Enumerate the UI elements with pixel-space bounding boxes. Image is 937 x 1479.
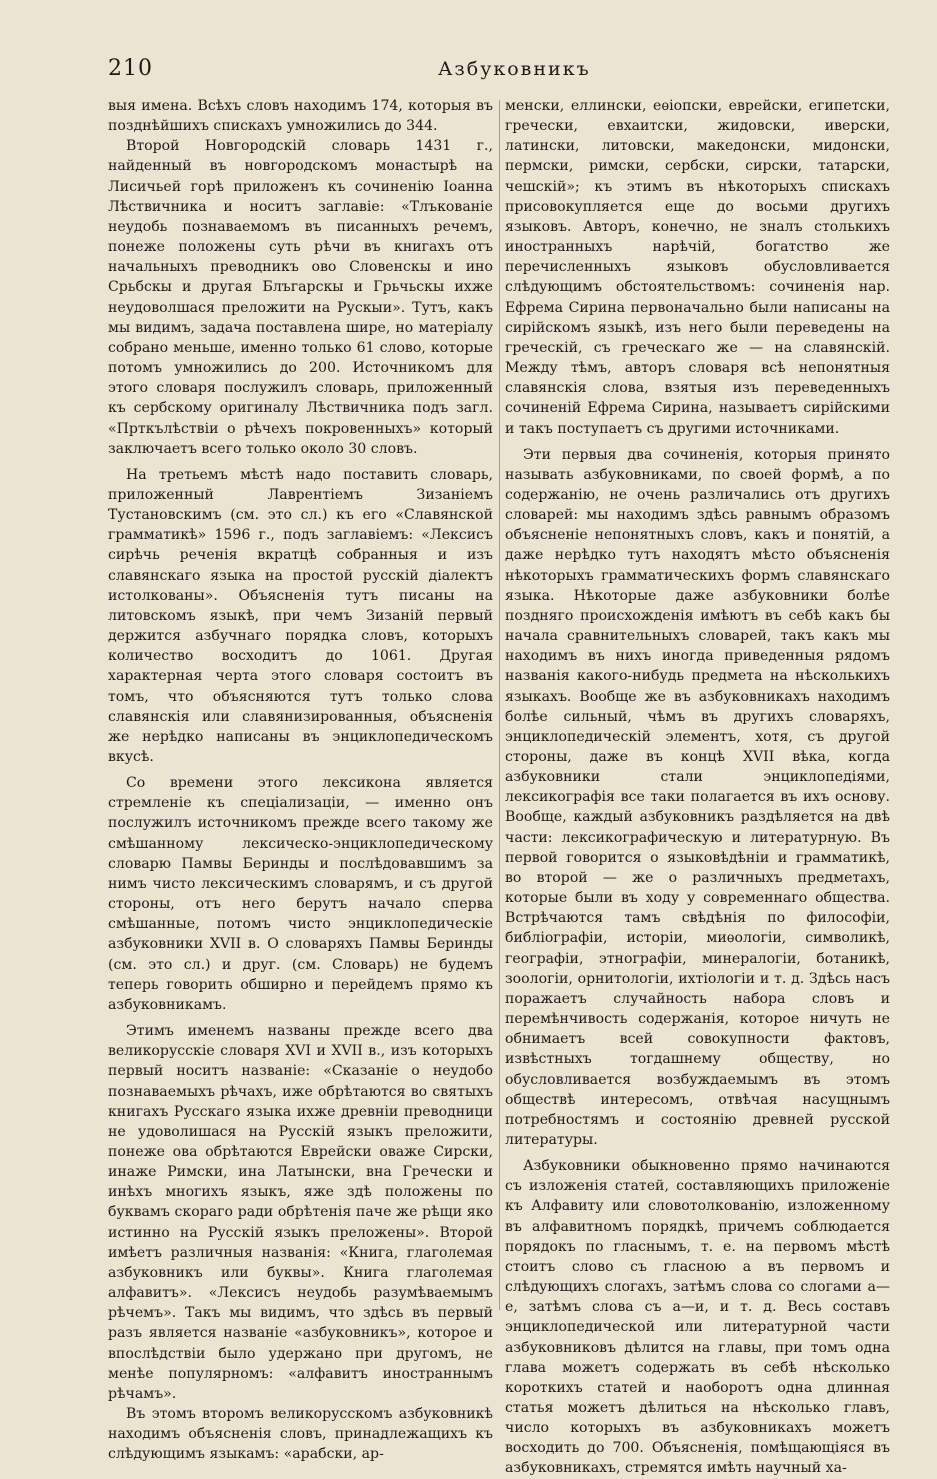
paragraph: Въ этомъ второмъ великорусскомъ азбуковникѣ находимъ объясненія словъ, принадлежащихъ къ слѣдующимъ языкамъ: «арабски, ар- xyxy=(108,1406,493,1463)
page-number: 210 xyxy=(108,56,153,81)
running-head: Азбуковникъ xyxy=(438,58,591,80)
page-header xyxy=(108,56,898,86)
paragraph: На третьемъ мѣстѣ надо поставить словарь, приложенный Лаврентіемъ Зизаніемъ Тустановскимъ (см. это сл.) къ его «Славянской грамматикѣ» 1596 г., подъ заглавіемъ: «Лексисъ сирѣчь реченія вкратцѣ собранныя и изъ славянскаго языка на простой русскій діалектъ истолкованы». Объясненія тутъ писаны на литовскомъ языкѣ, при чемъ Зизаній первый держится азбучнаго порядка словъ, которыхъ количество восходитъ до 1061. Другая характерная черта этого словаря состоитъ въ томъ, что объясняются тутъ только слова славянскія или славянизированныя, объясненія же нерѣдко написаны въ энциклопедическомъ вкусѣ. xyxy=(108,466,493,765)
paragraph: Со времени этого лексикона является стремленіе къ спеціализаціи, — именно онъ послужилъ источникомъ прежде всего такому же смѣшанному лексическо-энциклопедическому словарю Памвы Беринды и послѣдовавшимъ за нимъ чисто лексическимъ словарямъ, и съ другой стороны, отъ него берутъ начало сперва смѣшанные, потомъ чисто энциклопедическіе азбуковники XVII в. О словаряхъ Памвы Беринды (см. это сл.) и друг. (см. Словарь) не будемъ теперь говорить обширно и перейдемъ прямо къ азбуковникамъ. xyxy=(108,775,493,1013)
right-column xyxy=(505,96,890,1479)
paragraph: Эти первыя два сочиненія, которыя принято называть азбуковниками, по своей формѣ, а по содержанію, не очень различались отъ другихъ словарей: мы находимъ здѣсь равнымъ образомъ объясненіе непонятныхъ словъ, какъ и понятій, а даже нерѣдко тутъ находятъ мѣсто объясненія нѣкоторыхъ грамматическихъ формъ славянскаго языка. Нѣкоторые даже азбуковники болѣе поздняго происхожденія имѣютъ въ себѣ какъ бы начала сравнительныхъ словарей, такъ какъ мы находимъ въ нихъ иногда приведенныя рядомъ названія какого-нибудь предмета на нѣсколькихъ языкахъ. Вообще же въ азбуковникахъ находимъ болѣе сильный, чѣмъ въ другихъ словаряхъ, энциклопедическій элементъ, хотя, съ другой стороны, даже въ концѣ XVII вѣка, когда азбуковники стали энциклопедіями, лексикографія все таки полагается въ ихъ основу. Вообще, каждый азбуковникъ раздѣляется на двѣ части: лексикографическую и литературную. Въ первой говорится о языковѣдѣніи и грамматикѣ, во второй — же о различныхъ предметахъ, которые были въ ходу у современнаго общества. Встрѣчаются тамъ свѣдѣнія по философіи, библіографіи, исторіи, миѳологіи, символикѣ, географіи, этнографіи, минералогіи, ботаникѣ, зоологіи, орнитологіи, ихтіологіи и т. д. Здѣсь насъ поражаетъ случайность набора словъ и перемѣнчивость содержанія, которое ничуть не обнимаетъ всей совокупности фактовъ, извѣстныхъ тогдашнему обществу, но обусловливается возбуждаемымъ въ этомъ обществѣ интересомъ, отвѣчая насущнымъ потребностямъ и состоянію древней русской литературы. xyxy=(505,446,890,1148)
paragraph: менски, еллински, еѳіопски, еврейски, египетски, гречески, евхаитски, жидовски, иверски, латински, литовски, македонски, мидонски, пермски, римски, сербски, сирски, татарски, чешскій»; къ этимъ въ нѣкоторыхъ спискахъ присовокупляется еще до восьми другихъ языковъ. Авторъ, конечно, не зналъ столькихъ иностранныхъ нарѣчій, богатство же перечисленныхъ языковъ обусловливается слѣдующимъ обстоятельствомъ: сочиненія нар. Ефрема Сирина первоначально были написаны на сирійскомъ языкѣ, изъ него были переведены на греческій, съ греческаго же — на славянскій. Между тѣмъ, авторъ словаря всѣ непонятныя славянскія слова, взятыя изъ переведенныхъ сочиненій Ефрема Сирина, называетъ сирійскими и такъ поступаетъ съ другими источниками. xyxy=(505,98,890,437)
paragraph: Этимъ именемъ названы прежде всего два великорусскіе словаря XVI и XVII в., изъ которыхъ первый носитъ названіе: «Сказаніе о неудобо познаваемыхъ рѣчахъ, иже обрѣтаются во святыхъ книгахъ Русскаго языка ихже древніи преводници не удоволишася на Русскій языкъ преложити, понеже ова обрѣтаются Еврейски оваже Сирски, инаже Римски, ина Латынски, вна Гречески и инѣхъ многихъ языкъ, яже здѣ положены по буквамъ скораго ради обрѣтенія паче же рѣщи яко истинно на Русскій языкъ преложены». Второй имѣетъ различныя названія: «Книга, глаголемая азбуковникъ или буквы». Книга глаголемая алфавитъ». «Лексисъ неудобь разумѣваемымъ рѣчемъ». Такъ мы видимъ, что здѣсь въ первый разъ является названіе «азбуковникъ», которое и впослѣдствіи было удержано при другомъ, не менѣе популярномъ: «алфавитъ иностраннымъ рѣчамъ». xyxy=(108,1023,493,1402)
paragraph: Азбуковники обыкновенно прямо начинаются съ изложенія статей, составляющихъ приложеніе къ Алфавиту или словотолкованію, изложенному въ алфавитномъ порядкѣ, причемъ соблюдается порядокъ по гласнымъ, т. е. на первомъ мѣстѣ стоитъ слово съ гласною а въ первомъ и слѣдующихъ слогахъ, затѣмъ слова со слогами а—е, затѣмъ слова съ а—и, и т. д. Весь составъ энциклопедической или литературной части азбуковниковъ дѣлится на главы, при томъ одна глава можетъ содержать въ себѣ нѣсколько короткихъ статей и наоборотъ одна длинная статья можетъ дѣлиться на нѣсколько главъ, число которыхъ въ азбуковникахъ можетъ восходить до 700. Объясненія, помѣщающіяся въ азбуковникахъ, стремятся имѣть научный ха- xyxy=(505,1158,890,1477)
paragraph: Второй Новгородскій словарь 1431 г., найденный въ новгородскомъ монастырѣ на Лисичьей горѣ приложенъ къ сочиненію Іоанна Лѣствичника и носитъ заглавіе: «Тлъкованіе неудобь познаваемомъ въ писанныхъ речемъ, понеже положены суть рѣчи въ книгахъ отъ начальныхъ преводникъ ово Словенскы и ино Срьбскы и другая Блъгарскы и Грьчьскы ихже неудоволшася преложити на Рускыи». Тутъ, какъ мы видимъ, задача поставлена шире, но матеріалу собрано меньше, именно только 61 слово, которые потомъ умножились до 200. Источникомъ для этого словаря послужилъ словарь, приложенный къ сербскому оригиналу Лѣствичника подъ загл. «Прткълѣствіи о рѣчехъ покровенныхъ» который заключаетъ всего только около 30 словъ. xyxy=(108,138,493,457)
paragraph: выя имена. Всѣхъ словъ находимъ 174, которыя въ позднѣйшихъ спискахъ умножились до 344. xyxy=(108,98,493,135)
left-column xyxy=(108,96,493,1464)
column-divider xyxy=(499,100,500,1310)
